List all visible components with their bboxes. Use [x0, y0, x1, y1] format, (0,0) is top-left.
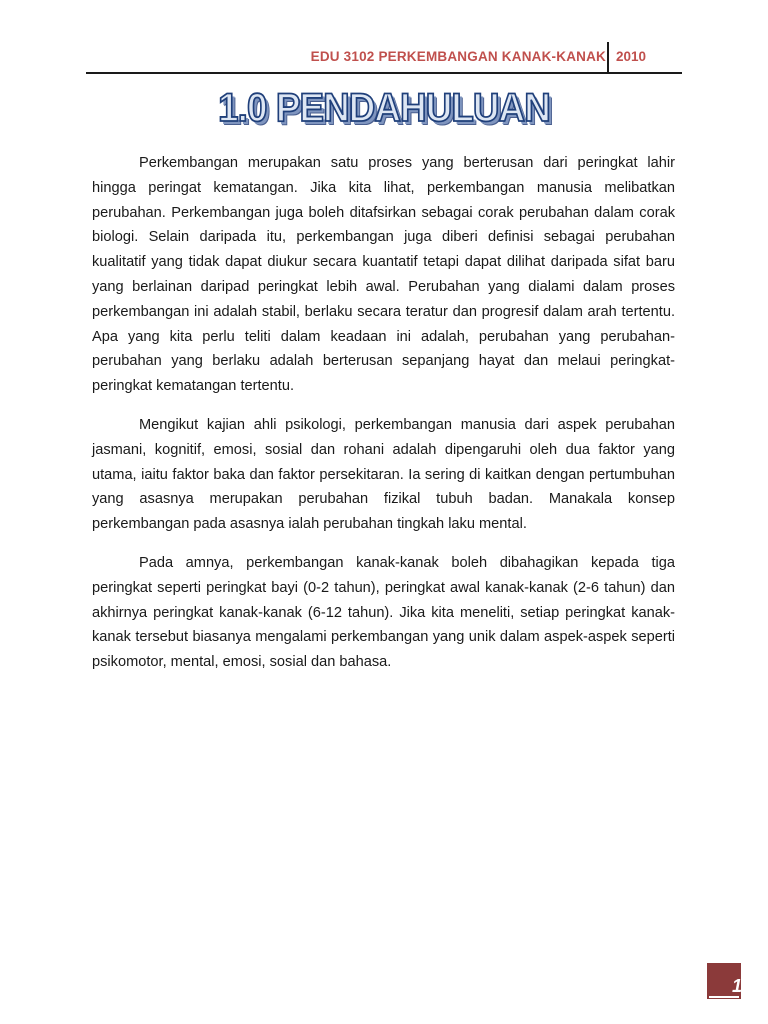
page-number-underline: [709, 996, 739, 998]
header-course-title: EDU 3102 PERKEMBANGAN KANAK-KANAK: [310, 49, 606, 64]
header-divider: [607, 42, 609, 72]
paragraph-1: Perkembangan merupakan satu proses yang berterusan dari peringkat lahir hingga peringat kematangan. Jika kita lihat, perkembangan manusia melibatkan perubahan. Perkembangan juga boleh ditafsirkan sebagai corak perubahan dalam corak biologi. Selain daripada itu, perkembangan juga diberi definisi sebagai perubahan kualitatif yang tidak dapat diukur secara kuantatif tetapi dapat dilihat daripada sifat baru yang berlainan daripad peringkat lebih awal. Perubahan yang dialami dalam proses perkembangan ini adalah stabil, berlaku secara teratur dan progresif dalam arah tertentu. Apa yang kita perlu teliti dalam keadaan ini adalah, perubahan yang perubahan-perubahan yang berlaku adalah berterusan sepanjang hayat dan melaui peringkat-peringkat kematangan tertentu.: [92, 155, 675, 395]
paragraph-3: Pada amnya, perkembangan kanak-kanak boleh dibahagikan kepada tiga peringkat seperti peringkat bayi (0-2 tahun), peringkat awal kanak-kanak (2-6 tahun) dan akhirnya peringkat kanak-kanak (6-12 tahun). Jika kita meneliti, setiap peringkat kanak-kanak tersebut biasanya mengalami perkembangan yang unik dalam aspek-aspek seperti psikomotor, mental, emosi, sosial dan bahasa.: [92, 554, 675, 671]
page-header: [86, 42, 682, 74]
section-title: 1.0 PENDAHULUAN: [218, 86, 550, 130]
header-year: 2010: [616, 49, 647, 64]
page-number: 1: [731, 976, 742, 996]
body-content: [92, 151, 675, 689]
paragraph-2: Mengikut kajian ahli psikologi, perkembangan manusia dari aspek perubahan jasmani, kognitif, emosi, sosial dan rohani adalah dipengaruhi oleh dua faktor yang utama, iaitu faktor baka dan faktor persekitaran. Ia sering di kaitkan dengan pertumbuhan yang asasnya merupakan perubahan fizikal tubuh badan. Manakala konsep perkembangan pada asasnya ialah perubahan tingkah laku mental.: [92, 416, 675, 533]
